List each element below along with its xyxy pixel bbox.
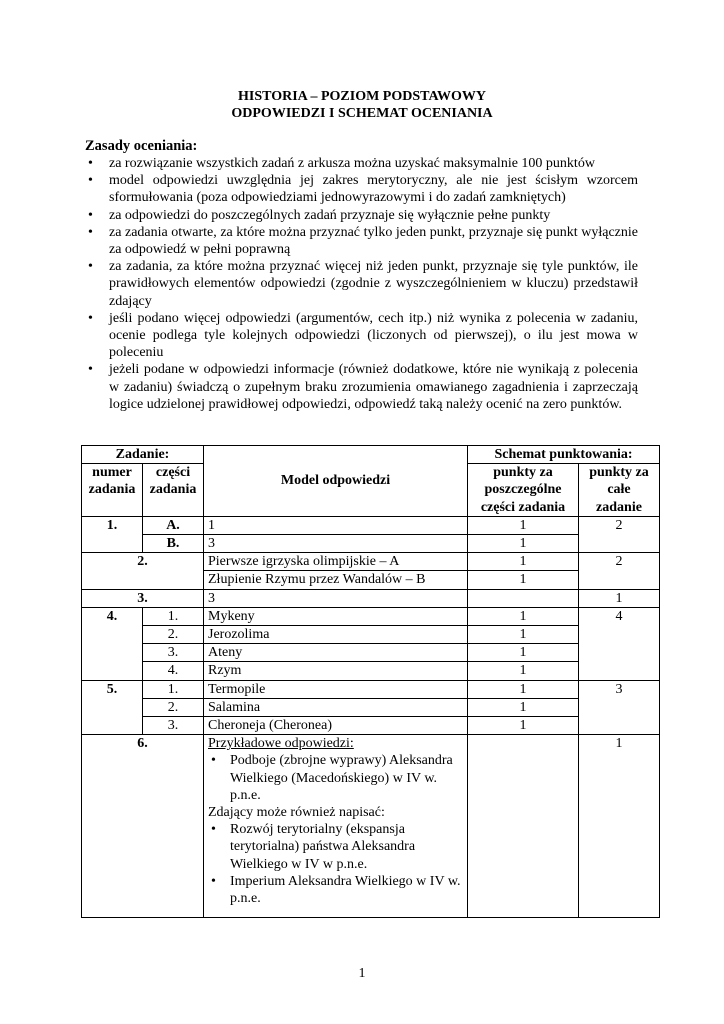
part-points: 1 <box>468 680 579 698</box>
model-answer: 3 <box>204 589 468 607</box>
header-punkty-czesci: punkty za poszczególne części zadania <box>468 464 579 517</box>
task-part: B. <box>143 535 204 553</box>
header-numer: numer zadania <box>82 464 143 517</box>
part-points: 1 <box>468 662 579 680</box>
part-points: 1 <box>468 698 579 716</box>
model-answer: 1 <box>204 516 468 534</box>
task-number: 2. <box>82 553 204 589</box>
table-row <box>82 607 660 625</box>
header-punkty-cale: punkty za całe zadanie <box>579 464 660 517</box>
part-points: 1 <box>468 644 579 662</box>
part-points: 1 <box>468 553 579 571</box>
task-total-points: 1 <box>579 589 660 607</box>
rules-list <box>85 155 638 413</box>
table-header-row <box>82 446 660 464</box>
page-number: 1 <box>358 966 366 981</box>
header-zadanie: Zadanie: <box>82 446 204 464</box>
task-number: 1. <box>82 516 143 552</box>
task-part: 3. <box>143 717 204 735</box>
task-part: 1. <box>143 680 204 698</box>
model-answer: Salamina <box>204 698 468 716</box>
task-total-points: 2 <box>579 516 660 552</box>
table-row <box>82 680 660 698</box>
part-points: 1 <box>468 535 579 553</box>
task-part: 1. <box>143 607 204 625</box>
task-total-points: 1 <box>579 735 660 918</box>
task-total-points: 2 <box>579 553 660 589</box>
document-subtitle: ODPOWIEDZI I SCHEMAT OCENIANIA <box>231 106 493 121</box>
alternative-answers-list <box>208 821 463 907</box>
part-points: 1 <box>468 626 579 644</box>
task-part: 2. <box>143 626 204 644</box>
table-row <box>82 553 660 571</box>
part-points: 1 <box>468 571 579 589</box>
task-number: 5. <box>82 680 143 735</box>
header-czesci: części zadania <box>143 464 204 517</box>
model-answer: Złupienie Rzymu przez Wandalów – B <box>204 571 468 589</box>
task-number: 6. <box>82 735 204 918</box>
document-title: HISTORIA – POZIOM PODSTAWOWY <box>237 89 487 104</box>
rule-item: • za zadania otwarte, za które można przyznać tylko jeden punkt, przyznaje się punkt wyłącznie za odpowiedź w pełni poprawną <box>85 224 638 258</box>
example-answer: • Imperium Aleksandra Wielkiego w IV w. p.n.e. <box>208 873 463 907</box>
table-row <box>82 516 660 534</box>
task-total-points: 3 <box>579 680 660 735</box>
task-total-points: 4 <box>579 607 660 680</box>
table-row <box>82 698 660 716</box>
model-answer: 3 <box>204 535 468 553</box>
header-schemat: Schemat punktowania: <box>468 446 660 464</box>
part-points: 1 <box>468 607 579 625</box>
rule-item: • jeśli podano więcej odpowiedzi (argumentów, cech itp.) niż wynika z polecenia w zadaniu, ocenie podlega tyle kolejnych odpowiedzi (liczonych od pierwszej), o ilu jest mowa w poleceniu <box>85 310 638 362</box>
example-answers-list <box>208 752 463 804</box>
table-row <box>82 662 660 680</box>
part-points: 1 <box>468 516 579 534</box>
table-row <box>82 535 660 553</box>
alternative-answers-heading: Zdający może również napisać: <box>208 805 385 821</box>
task-part: 2. <box>143 698 204 716</box>
table-row <box>82 735 660 918</box>
table-row <box>82 626 660 644</box>
example-answer: • Rozwój terytorialny (ekspansja terytorialna) państwa Aleksandra Wielkiego w IV w p.n.e. <box>208 821 463 873</box>
task-part: 4. <box>143 662 204 680</box>
model-answer: Ateny <box>204 644 468 662</box>
rule-item: • model odpowiedzi uwzględnia jej zakres merytoryczny, ale nie jest ścisłym wzorcem sformułowania (poza odpowiedziami jednowyrazowymi i do zadań zamkniętych) <box>85 172 638 206</box>
example-answers-heading: Przykładowe odpowiedzi: <box>208 736 354 752</box>
model-answer: Mykeny <box>204 607 468 625</box>
task-number: 3. <box>82 589 204 607</box>
table-row <box>82 717 660 735</box>
example-answer: • Podboje (zbrojne wyprawy) Aleksandra Wielkiego (Macedońskiego) w IV w. p.n.e. <box>208 752 463 804</box>
task-number: 4. <box>82 607 143 680</box>
table-row <box>82 644 660 662</box>
part-points: 1 <box>468 717 579 735</box>
model-answer: Cheroneja (Cheronea) <box>204 717 468 735</box>
part-points <box>468 735 579 918</box>
model-answer <box>204 735 468 918</box>
model-answer: Jerozolima <box>204 626 468 644</box>
rule-item: • jeżeli podane w odpowiedzi informacje (również dodatkowe, które nie wynikają z polecenia w zadaniu) świadczą o zupełnym braku zrozumienia omawianego zagadnienia i zaprzeczają logice udzielonej prawidłowej odpowiedzi, odpowiedź taką należy ocenić na zero punktów. <box>85 361 638 413</box>
rule-item: • za rozwiązanie wszystkich zadań z arkusza można uzyskać maksymalnie 100 punktów <box>85 155 638 172</box>
model-answer: Rzym <box>204 662 468 680</box>
scoring-table <box>81 445 660 918</box>
task-part: 3. <box>143 644 204 662</box>
part-points <box>468 589 579 607</box>
model-answer: Pierwsze igrzyska olimpijskie – A <box>204 553 468 571</box>
table-row <box>82 589 660 607</box>
task-part: A. <box>143 516 204 534</box>
rule-item: • za zadania, za które można przyznać więcej niż jeden punkt, przyznaje się tyle punktów, ile prawidłowych elementów odpowiedzi (zgodnie z wyszczególnieniem w kluczu) przedstawił zdający <box>85 258 638 310</box>
header-model: Model odpowiedzi <box>204 446 468 517</box>
rules-heading: Zasady oceniania: <box>85 138 198 154</box>
model-answer: Termopile <box>204 680 468 698</box>
rule-item: • za odpowiedzi do poszczególnych zadań przyznaje się wyłącznie pełne punkty <box>85 207 638 224</box>
